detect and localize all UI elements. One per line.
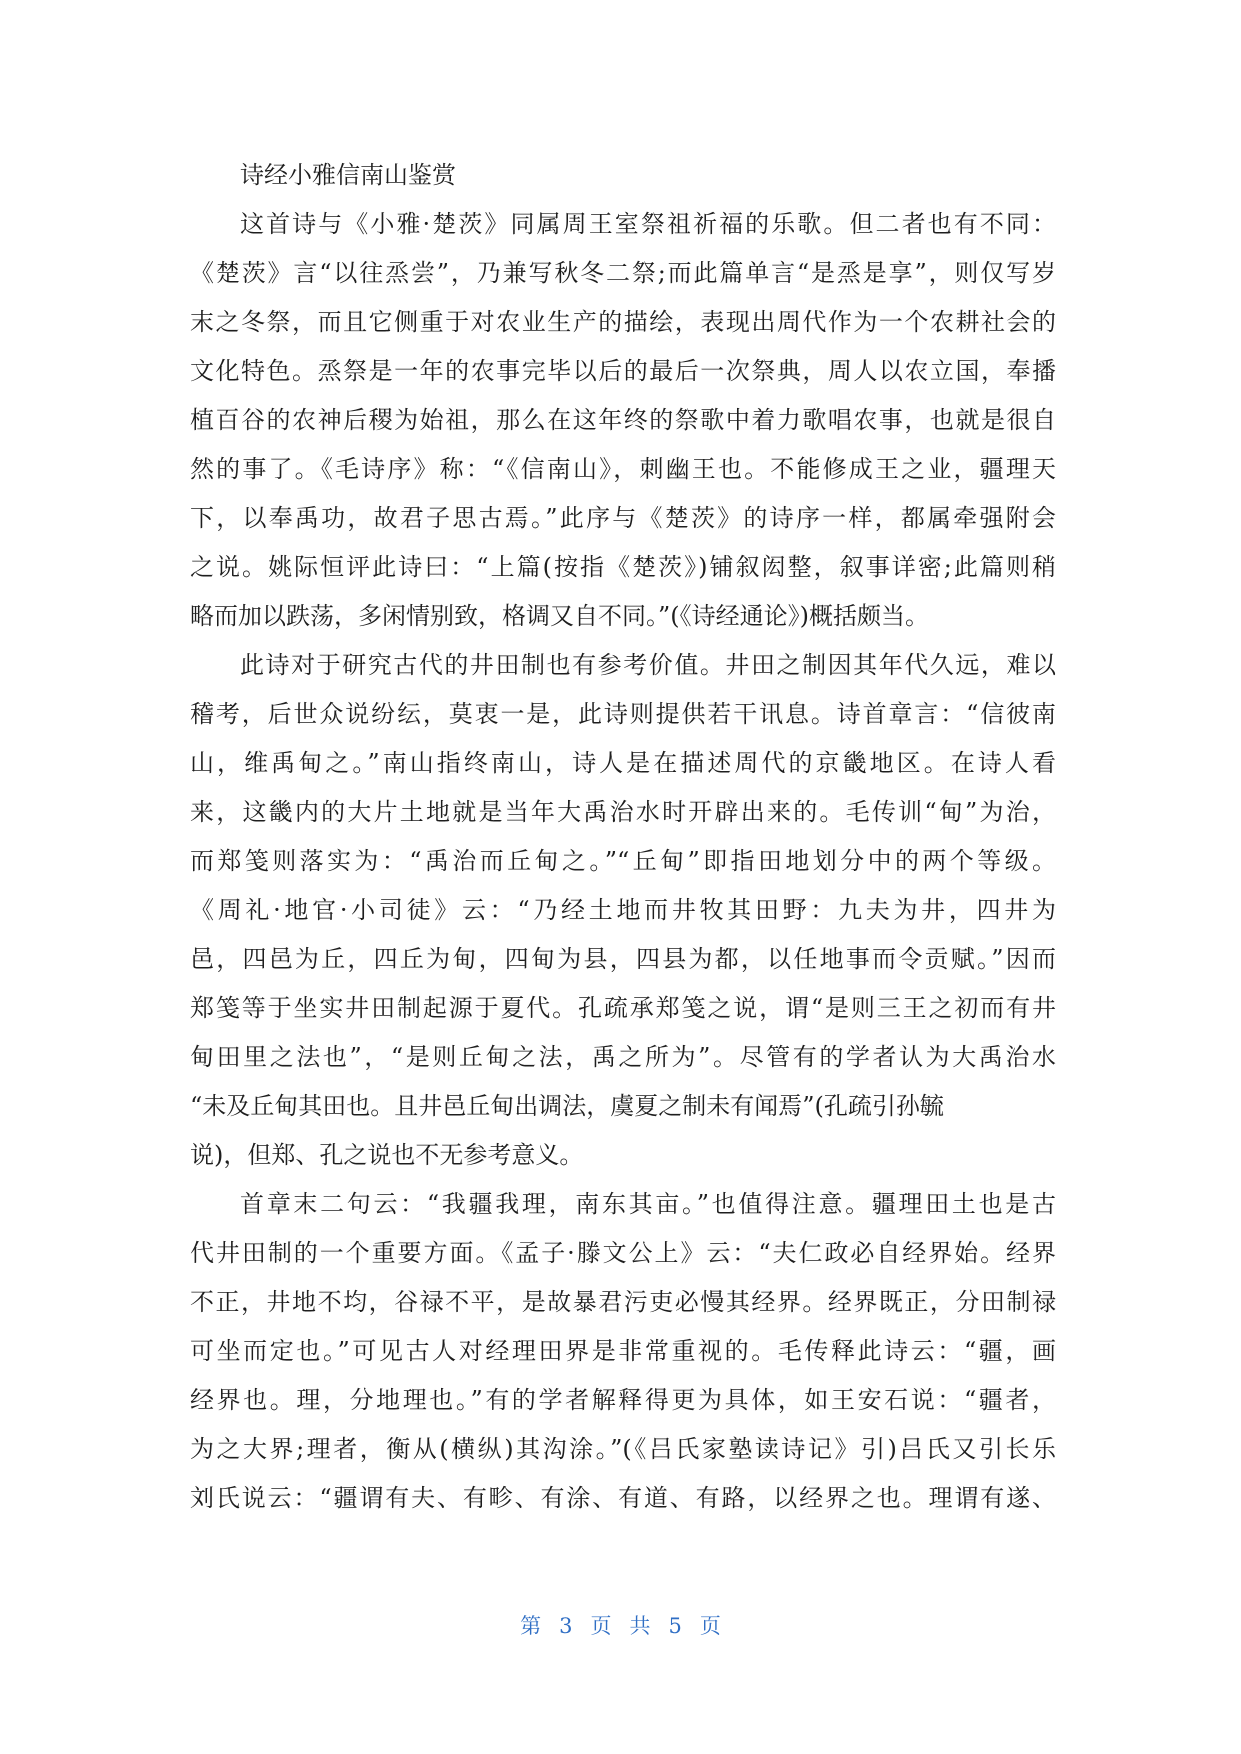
paragraph-line: 末之冬祭，而且它侧重于对农业生产的描绘，表现出周代作为一个农耕社会的 (190, 308, 1056, 336)
paragraph-line: 山，维禹甸之。”南山指终南山，诗人是在描述周代的京畿地区。在诗人看 (190, 749, 1056, 777)
paragraph-line: 经界也。理，分地理也。”有的学者解释得更为具体，如王安石说：“疆者， (190, 1386, 1056, 1414)
paragraph-1 (190, 200, 1056, 641)
paragraph-2 (190, 641, 1056, 1180)
page-label-middle: 页共 (590, 1614, 669, 1638)
document-body (190, 151, 1056, 1523)
paragraph-line: 稽考，后世众说纷纭，莫衷一是，此诗则提供若干讯息。诗首章言：“信彼南 (190, 700, 1056, 728)
paragraph-line: “未及丘甸其田也。且井邑丘甸出调法，虞夏之制未有闻焉”(孔疏引孙毓 (190, 1092, 944, 1120)
paragraph-line: 略而加以跌荡，多闲情别致，格调又自不同。”(《诗经通论》)概括颇当。 (190, 602, 929, 630)
page-label-prefix: 第 (520, 1614, 542, 1638)
paragraph-line: 然的事了。《毛诗序》称：“《信南山》，刺幽王也。不能修成王之业，疆理天 (190, 455, 1056, 483)
paragraph-line: 可坐而定也。”可见古人对经理田界是非常重视的。毛传释此诗云：“疆，画 (190, 1337, 1056, 1365)
paragraph-line: 植百谷的农神后稷为始祖，那么在这年终的祭歌中着力歌唱农事，也就是很自 (190, 406, 1056, 434)
paragraph-line: 为之大界;理者，衡从(横纵)其沟涂。”(《吕氏家塾读诗记》引)吕氏又引长乐 (190, 1435, 1056, 1463)
paragraph-line: 文化特色。烝祭是一年的农事完毕以后的最后一次祭典，周人以农立国，奉播 (190, 357, 1056, 385)
paragraph-line: 不正，井地不均，谷禄不平，是故暴君污吏必慢其经界。经界既正，分田制禄 (190, 1288, 1056, 1316)
paragraph-line: 这首诗与《小雅·楚茨》同属周王室祭祖祈福的乐歌。但二者也有不同： (240, 210, 1056, 238)
page-footer (0, 1610, 1241, 1642)
paragraph-line: 邑，四邑为丘，四丘为甸，四甸为县，四县为都，以任地事而令贡赋。”因而 (190, 945, 1056, 973)
paragraph-line: 《楚茨》言“以往烝尝”，乃兼写秋冬二祭;而此篇单言“是烝是享”，则仅写岁 (190, 259, 1056, 287)
page-label-suffix: 页 (699, 1614, 721, 1638)
paragraph-line: 代井田制的一个重要方面。《孟子·滕文公上》云：“夫仁政必自经界始。经界 (190, 1239, 1056, 1267)
paragraph-line: 郑笺等于坐实井田制起源于夏代。孔疏承郑笺之说，谓“是则三王之初而有井 (190, 994, 1056, 1022)
paragraph-line: 《周礼·地官·小司徒》云：“乃经土地而井牧其田野：九夫为井，四井为 (190, 896, 1056, 924)
document-title-paragraph (190, 151, 1056, 200)
paragraph-line: 首章末二句云：“我疆我理，南东其亩。”也值得注意。疆理田土也是古 (240, 1190, 1056, 1218)
current-page-number: 3 (559, 1614, 573, 1638)
document-title: 诗经小雅信南山鉴赏 (240, 161, 456, 189)
paragraph-3 (190, 1180, 1056, 1523)
paragraph-line: 甸田里之法也”，“是则丘甸之法，禹之所为”。尽管有的学者认为大禹治水 (190, 1043, 1056, 1071)
total-pages-number: 5 (668, 1614, 682, 1638)
paragraph-line: 之说。姚际恒评此诗曰：“上篇(按指《楚茨》)铺叙闳整，叙事详密;此篇则稍 (190, 553, 1056, 581)
paragraph-line: 来，这畿内的大片土地就是当年大禹治水时开辟出来的。毛传训“甸”为治， (190, 798, 1056, 826)
paragraph-line: 刘氏说云：“疆谓有夫、有畛、有涂、有道、有路，以经界之也。理谓有遂、 (190, 1484, 1056, 1512)
paragraph-line: 说)，但郑、孔之说也不无参考意义。 (190, 1141, 584, 1169)
paragraph-line: 下，以奉禹功，故君子思古焉。”此序与《楚茨》的诗序一样，都属牵强附会 (190, 504, 1056, 532)
paragraph-line: 而郑笺则落实为：“禹治而丘甸之。”“丘甸”即指田地划分中的两个等级。 (190, 847, 1056, 875)
paragraph-line: 此诗对于研究古代的井田制也有参考价值。井田之制因其年代久远，难以 (240, 651, 1056, 679)
